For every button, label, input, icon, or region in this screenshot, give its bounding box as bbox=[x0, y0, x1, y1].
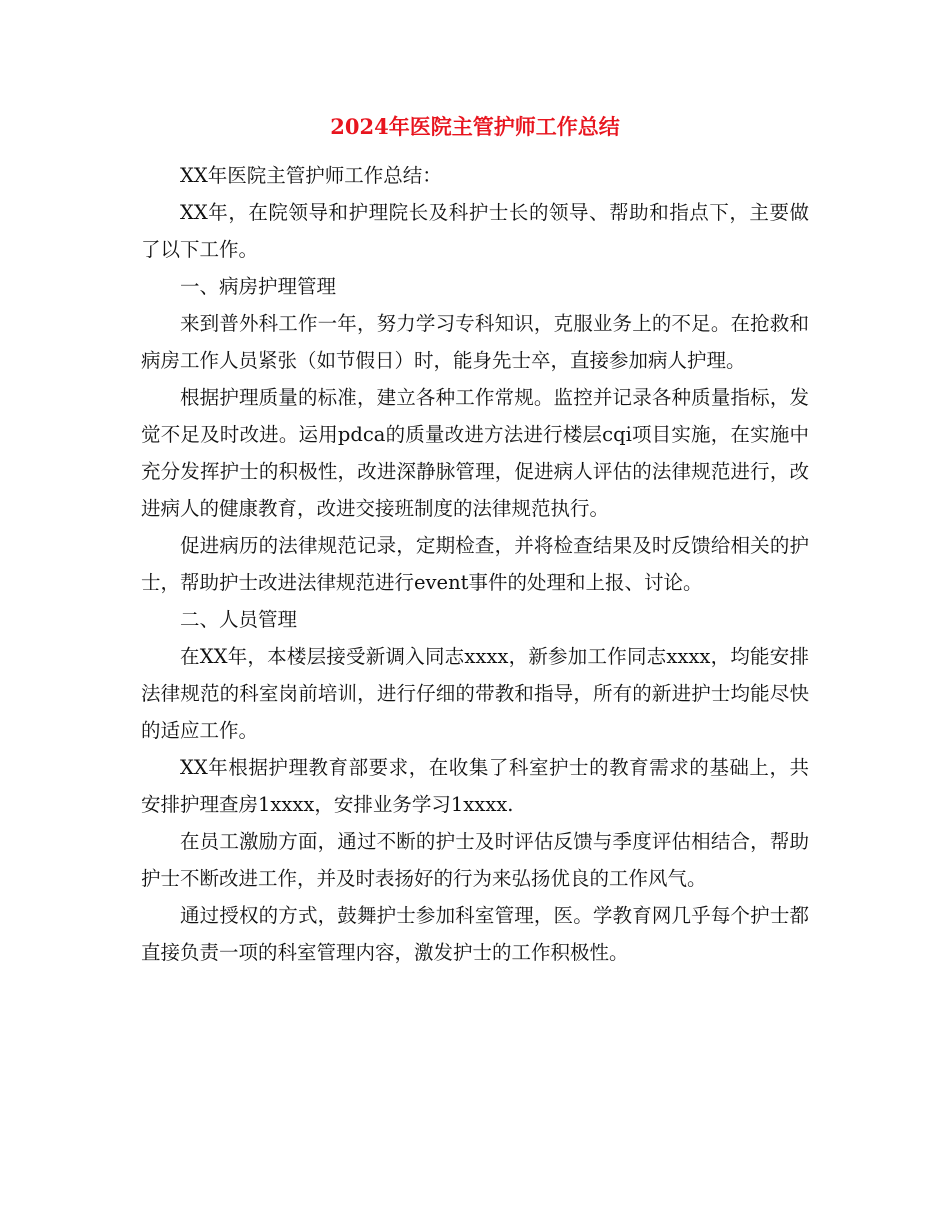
paragraph: 通过授权的方式，鼓舞护士参加科室管理，医。学教育网几乎每个护士都直接负责一项的科室管理内容，激发护士的工作积极性。 bbox=[141, 904, 809, 964]
section-heading-personnel-management: 二、人员管理 bbox=[180, 608, 298, 631]
paragraph: 在员工激励方面，通过不断的护士及时评估反馈与季度评估相结合，帮助护士不断改进工作，并及时表扬好的行为来弘扬优良的工作风气。 bbox=[141, 830, 809, 890]
paragraph: XX年根据护理教育部要求，在收集了科室护士的教育需求的基础上，共安排护理查房1xxxx，安排业务学习1xxxx. bbox=[141, 756, 809, 816]
paragraph: 根据护理质量的标准，建立各种工作常规。监控并记录各种质量指标，发觉不足及时改进。运用pdca的质量改进方法进行楼层cqi项目实施，在实施中充分发挥护士的积极性，改进深静脉管理，促进病人评估的法律规范进行，改进病人的健康教育，改进交接班制度的法律规范执行。 bbox=[141, 386, 809, 520]
section-heading-ward-management: 一、病房护理管理 bbox=[180, 275, 337, 298]
paragraph: 促进病历的法律规范记录，定期检查，并将检查结果及时反馈给相关的护士，帮助护士改进法律规范进行event事件的处理和上报、讨论。 bbox=[141, 534, 809, 594]
document-title: 2024年医院主管护师工作总结 bbox=[330, 114, 620, 139]
paragraph: 来到普外科工作一年，努力学习专科知识，克服业务上的不足。在抢救和病房工作人员紧张（如节假日）时，能身先士卒，直接参加病人护理。 bbox=[141, 312, 809, 372]
document-body bbox=[141, 157, 809, 971]
paragraph-intro: XX年医院主管护师工作总结： bbox=[180, 164, 442, 187]
paragraph-overview: XX年，在院领导和护理院长及科护士长的领导、帮助和指点下，主要做了以下工作。 bbox=[141, 201, 809, 261]
paragraph: 在XX年，本楼层接受新调入同志xxxx，新参加工作同志xxxx，均能安排法律规范的科室岗前培训，进行仔细的带教和指导，所有的新进护士均能尽快的适应工作。 bbox=[141, 645, 809, 742]
